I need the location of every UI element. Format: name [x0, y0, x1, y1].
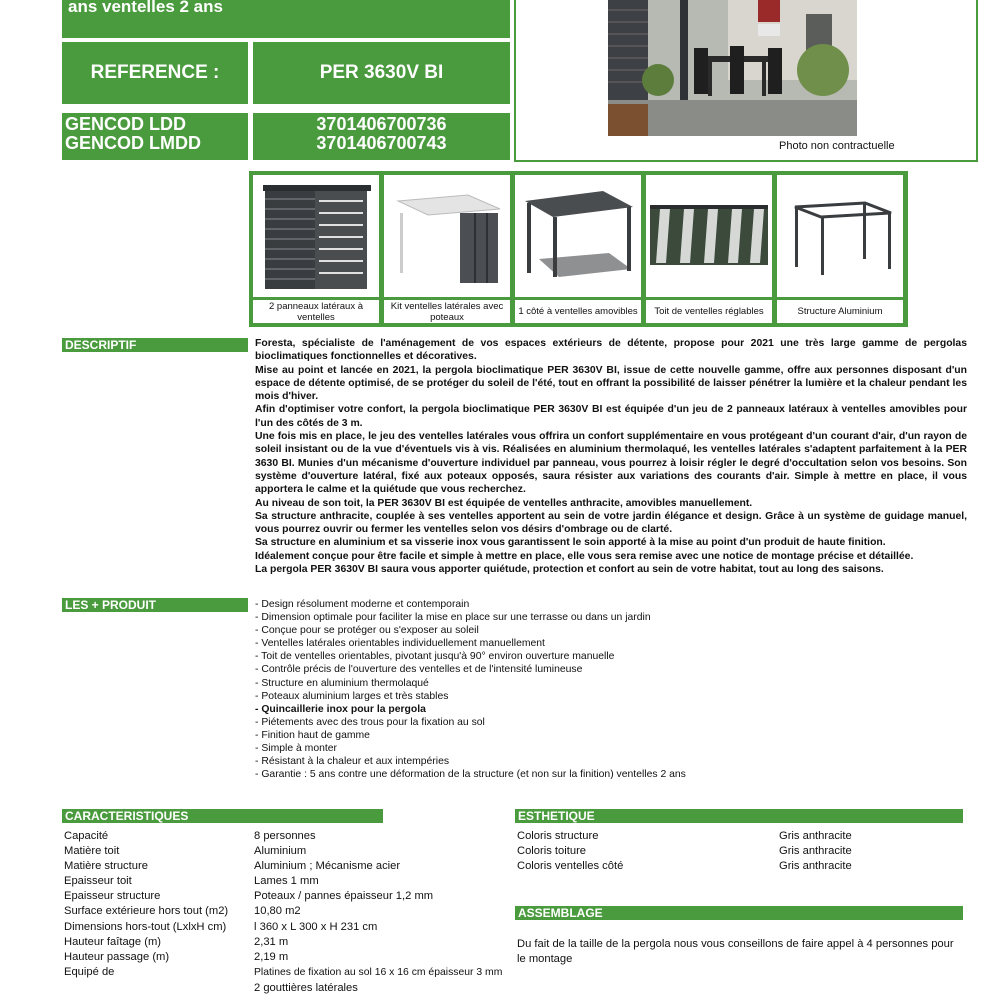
descriptif-paragraph: Sa structure en aluminium et sa visserie inox vous garantissent le soin apporté à la mise au point d'un produit de haute finition.: [255, 537, 886, 549]
list-item: - Garantie : 5 ans contre une déformation de la structure (et non sur la finition) ventelles 2 ans: [255, 769, 686, 781]
spec-value: Aluminium: [254, 845, 307, 857]
spec-value: 8 personnes: [254, 830, 316, 842]
gencod-ldd-label: GENCOD LDD: [65, 114, 186, 134]
spec-value: 10,80 m2: [254, 905, 301, 917]
spec-label: Matière toit: [64, 845, 120, 857]
caracteristiques-heading: CARACTERISTIQUES: [62, 809, 383, 823]
descriptif-paragraph: Afin d'optimiser votre confort, la pergola bioclimatique PER 3630V BI est équipée d'un jeu de 2 panneaux latéraux à ventelles amovibles pour l'un des côtés de 3 m.: [255, 404, 967, 429]
list-item: - Contrôle précis de l'ouverture des ventelles et de l'intensité lumineuse: [255, 664, 583, 676]
descriptif-paragraph: Sa structure anthracite, couplée à ses ventelles apportent au sein de votre jardin élégance et design. Grâce à un système de guidage manuel, vous pourrez ouvrir ou fermer les ventelles selon vos désirs d'ombrage ou de clarté.: [255, 510, 967, 536]
descriptif-paragraph: Au niveau de son toit, la PER 3630V BI est équipée de ventelles anthracite, amovibles manuellement.: [255, 497, 753, 509]
assemblage-heading: ASSEMBLAGE: [515, 906, 963, 920]
descriptif-paragraph: Idéalement conçue pour être facile et simple à mettre en place, elle vous sera remise avec une notice de montage précise et détaillée.: [255, 550, 914, 562]
gencod-lmdd-value: 3701406700743: [316, 133, 447, 153]
thumbnail-caption: Structure Aluminium: [777, 297, 903, 323]
descriptif-paragraph: Mise au point et lancée en 2021, la pergola bioclimatique PER 3630V BI, issue de cette nouvelle gamme, offre aux personnes disposant d'un espace de détente optimisé, de se protéger du soleil de l'été, tout en offrant la possibilité de laisser pénétrer la lumière et la chaleur pendant les mois d'hiver.: [255, 364, 967, 403]
spec-label: Dimensions hors-tout (LxlxH cm): [64, 921, 227, 933]
thumbnail-caption: 2 panneaux latéraux à ventelles: [253, 297, 379, 323]
produit-heading: LES + PRODUIT: [62, 598, 248, 612]
esthetique-value: Gris anthracite: [779, 860, 852, 872]
list-item: - Conçue pour se protéger ou s'exposer au soleil: [255, 625, 479, 637]
esthetique-value: Gris anthracite: [779, 830, 852, 842]
reference-label: REFERENCE :: [62, 42, 248, 104]
spec-label: Epaisseur structure: [64, 890, 161, 902]
spec-value: l 360 x L 300 x H 231 cm: [254, 921, 378, 933]
gencod-lmdd-label: GENCOD LMDD: [65, 133, 201, 153]
photo-caption: Photo non contractuelle: [779, 140, 895, 152]
spec-label: Epaisseur toit: [64, 875, 132, 887]
list-item: - Structure en aluminium thermolaqué: [255, 677, 429, 689]
spec-value: 2,31 m: [254, 936, 289, 948]
list-item: - Piétements avec des trous pour la fixation au sol: [255, 716, 485, 728]
list-item: - Finition haut de gamme: [255, 729, 370, 741]
spec-label: Hauteur faîtage (m): [64, 936, 162, 948]
list-item: - Résistant à la chaleur et aux intempéries: [255, 756, 450, 768]
spec-value: Lames 1 mm: [254, 875, 319, 887]
spec-label: Matière structure: [64, 860, 148, 872]
spec-label: Capacité: [64, 830, 109, 842]
esthetique-label: Coloris toiture: [517, 845, 587, 857]
product-title-tail: ans ventelles 2 ans: [68, 0, 223, 16]
list-item: - Simple à monter: [255, 743, 337, 755]
spec-value-extra: 2 gouttières latérales: [254, 982, 358, 994]
list-item: - Toit de ventelles orientables, pivotant jusqu'à 90° environ ouverture manuelle: [255, 651, 615, 663]
spec-label: Equipé de: [64, 966, 115, 978]
descriptif-heading: DESCRIPTIF: [62, 338, 248, 352]
list-item: - Dimension optimale pour faciliter la mise en place sur une terrasse ou dans un jardin: [255, 612, 651, 624]
esthetique-label: Coloris structure: [517, 830, 599, 842]
thumbnail-caption: 1 côté à ventelles amovibles: [515, 297, 641, 323]
thumbnail-caption: Toit de ventelles réglables: [646, 297, 772, 323]
spec-label: Hauteur passage (m): [64, 951, 170, 963]
descriptif-paragraph: La pergola PER 3630V BI saura vous apporter quiétude, protection et confort au sein de votre habitat, tout au long des saisons.: [255, 564, 884, 576]
list-item: - Poteaux aluminium larges et très stables: [255, 690, 449, 702]
esthetique-heading: ESTHETIQUE: [515, 809, 963, 823]
esthetique-label: Coloris ventelles côté: [517, 860, 624, 872]
list-item: - Design résolument moderne et contemporain: [255, 599, 470, 610]
assemblage-text: Du fait de la taille de la pergola nous vous conseillons de faire appel à 4 personnes pour le montage: [517, 938, 954, 965]
spec-value: Poteaux / pannes épaisseur 1,2 mm: [254, 890, 434, 902]
spec-value: Platines de fixation au sol 16 x 16 cm épaisseur 3 mm: [254, 967, 503, 978]
list-item: - Quincaillerie inox pour la pergola: [255, 703, 426, 715]
gencod-ldd-value: 3701406700736: [316, 114, 447, 134]
list-item: - Ventelles latérales orientables individuellement manuellement: [255, 638, 545, 650]
esthetique-value: Gris anthracite: [779, 845, 852, 857]
spec-value: Aluminium ; Mécanisme acier: [254, 860, 401, 872]
spec-value: 2,19 m: [254, 951, 289, 963]
spec-label: Surface extérieure hors tout (m2): [64, 905, 229, 917]
thumbnail-caption: Kit ventelles latérales avec poteaux: [384, 297, 510, 323]
descriptif-paragraph: Foresta, spécialiste de l'aménagement de vos espaces extérieurs de détente, propose pour 2021 une très large gamme de pergolas bioclimatiques fonctionnelles et décoratives.: [255, 338, 967, 363]
reference-value: PER 3630V BI: [253, 42, 510, 104]
descriptif-paragraph: Une fois mis en place, le jeu des ventelles latérales vous offrira un confort supplémentaire en vous protégeant d'un courant d'air, d'un rayon de soleil insistant ou de la vue d'éventuels vis à vis. Réalisées en aluminium thermolaqué, les ventelles latérales s'adaptent parfaitement à la PER 3630 BI. Munies d'un mécanisme d'ouverture individuel par panneau, vous pourrez à loisir régler le degré d'occultation selon vos besoins. Son système d'ouverture latéral, fixé aux poteaux opposés, saura résister aux variations des courants d'air. Simple à mettre en place, il vous apportera le calme et la quiétude que vous recherchez.: [255, 431, 967, 496]
